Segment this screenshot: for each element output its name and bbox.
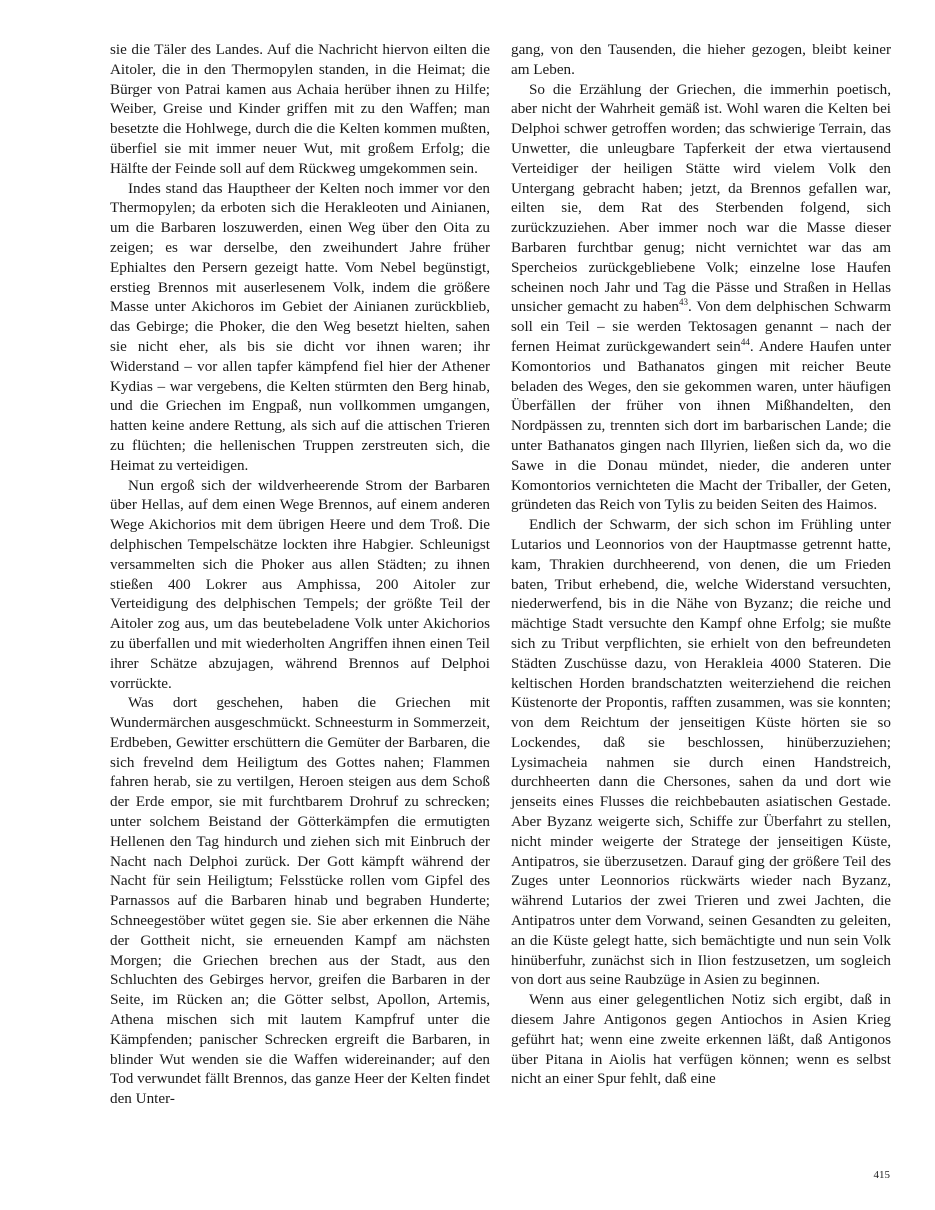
paragraph-6-part-a: So die Erzählung der Griechen, die immerhin poetisch, aber nicht der Wahrheit gemäß ist. Wohl waren die Kelten bei Delphoi schwer getroffen worden; das schwierige Terrain, das Unwetter, die unleugbare Tapferkeit der etwa viertausend Verteidiger der heiligen Stätte wird vielem Volk den Untergang gebracht haben; jetzt, da Brennos gefallen war, eilten sie, dem Rat des Sterbenden folgend, sich zurückzuziehen. Aber immer noch war die Masse dieser Barbaren furchtbar genug; nicht vernichtet war das am Spercheios zurückgebliebene Volk; einzelne lose Haufen scheinen noch Jahr und Tag die Pässe und Straßen in Hellas unsicher gemacht zu haben (511, 80, 891, 316)
footnote-ref-44[interactable]: 44 (740, 336, 750, 347)
paragraph-3: Nun ergoß sich der wildverheerende Strom der Barbaren über Hellas, auf dem einen Wege Brennos, auf einem anderen Wege Akichorios mit dem übrigen Heere und dem Troß. Die delphischen Tempelschätze lockten ihre Habgier. Schleunigst versammelten sich die Phoker aus allen Städten; zu ihnen stießen 400 Lokrer aus Amphissa, 200 Aitoler zur Verteidigung des delphischen Tempels; der größte Teil der Aitoler zog aus, um das beutebeladene Volk unter Akichorios zu überfallen und mit wiederholten Angriffen ihnen einen Teil ihrer Schätze abzujagen, während Brennos auf Delphoi vorrückte. (110, 476, 490, 692)
page-number: 415 (873, 1169, 890, 1181)
paragraph-6 (511, 80, 891, 516)
paragraph-7: Endlich der Schwarm, der sich schon im Frühling unter Lutarios und Leonnorios von der Hauptmasse getrennt hatte, kam, Thrakien durchheerend, von denen, die um Frieden baten, Tribut erhebend, die, welche Widerstand versuchten, niederwerfend, bis in die Nähe von Byzanz; die reiche und mächtige Stadt versuchte den Kampf ohne Erfolg; sie mußte sich zu Tribut verpflichten, sie erhielt von den befreundeten Städten Zuschüsse dazu, von Herakleia 4000 Stateren. Die keltischen Horden brandschatzten weiterziehend die reichen Küstenorte der Propontis, rafften zusammen, was sie konnten; von dem Reichtum der jenseitigen Küste hörten sie so Lockendes, daß sie beschlossen, hinüberzuziehen; Lysimacheia nahmen sie durch einen Handstreich, durchheerten dann die Chersones, sahen da und dort wie jenseits eines Flusses die reichbebauten asiatischen Gestade. Aber Byzanz weigerte sich, Schiffe zur Überfahrt zu stellen, nicht minder weigerte der Stratege der jenseitigen Küste, Antipatros, sie überzusetzen. Darauf ging der größere Teil des Zuges unter Leonnorios rückwärts wieder nach Byzanz, während Lutarios der zwei Trieren und zwei Jachten, die Antipatros unter dem Vorwand, seinen Gesandten zu geleiten, an die Küste gelegt hatte, sich bemächtigte und nun sein Volk hinüberfuhr, zunächst sich in Ilion festzusetzen, um sogleich von dort aus seine Raubzüge in Asien zu beginnen. (511, 516, 891, 989)
paragraph-2: Indes stand das Hauptheer der Kelten noch immer vor den Thermopylen; da erboten sich die Herakleoten und Ainianen, um die Barbaren loszuwerden, einen Weg über den Oita zu zeigen; es war derselbe, den zweihundert Jahre früher Ephialtes den Persern gezeigt hatte. Vom Nebel begünstigt, erstieg Brennos mit auserlesenem Volk, indem die größere Masse unter Akichoros im Gebiet der Ainianen zurückblieb, das Gebirge; die Phoker, die den Weg besetzt hielten, sahen sie nicht eher, als bis sie dicht vor ihnen waren; ihr Widerstand – vor allen tapfer kämpfend fiel hier der Athener Kydias – war vergebens, die Kelten stürmten den Berg hinab, und die Griechen im Engpaß, nun vollkommen umgangen, hatten keine andere Rettung, als sich auf die attischen Trieren zu flüchten; die hellenischen Truppen zerstreuten sich, die Heimat zu verteidigen. (110, 179, 490, 474)
paragraph-8: Wenn aus einer gelegentlichen Notiz sich ergibt, daß in diesem Jahre Antigonos gegen Antiochos in Asien Krieg geführt hat; wenn eine zweite erkennen läßt, daß Antigonos über Pitana in Aiolis hat verfügen können; wenn es selbst nicht an einer Spur fehlt, daß eine (511, 991, 891, 1088)
paragraph-5: gang, von den Tausenden, die hieher gezogen, bleibt keiner am Leben. (511, 41, 891, 78)
left-column (110, 40, 490, 1109)
paragraph-6-part-b: . Von dem delphischen Schwarm soll ein Teil – sie werden Tektosagen genannt – nach der fernen Heimat zurückgewandert sein (511, 298, 892, 355)
right-column (511, 40, 891, 1089)
paragraph-4: Was dort geschehen, haben die Griechen mit Wundermärchen ausgeschmückt. Schneesturm in Sommerzeit, Erdbeben, Gewitter erschüttern die Gemüter der Barbaren, die sich frevelnd dem Heiligtum des Gottes nahen; Flammen fahren herab, sie zu vertilgen, Heroen steigen aus dem Schoß der Erde empor, sie mit furchtbarem Drohruf zu schrecken; unter solchem Beistand der Götterkämpfen die ermutigten Hellenen den Tag hindurch und ziehen sich mit Einbruch der Nacht nach Delphoi zurück. Der Gott kämpft während der Nacht für sein Heiligtum; Felsstücke rollen vom Gipfel des Parnassos auf die Barbaren hinab und begraben Hunderte; Schneegestöber wütet gegen sie. Sie aber erkennen die Nähe der Gottheit nicht, sie erneuenden Kampf am nächsten Morgen; die Griechen brechen aus der Stadt, aus den Schluchten des Gebirges hervor, greifen die Barbaren in der Seite, im Rücken an; die Götter selbst, Apollon, Artemis, Athena mischen sich mit lautem Kampfruf unter die Kämpfenden; panischer Schrecken ergreift die Barbaren, in blinder Wut wenden sie die Waffen widereinander; auf den Tod verwundet fällt Brennos, das ganze Heer der Kelten findet den Unter- (110, 694, 490, 1108)
footnote-ref-43[interactable]: 43 (678, 297, 688, 308)
paragraph-1: sie die Täler des Landes. Auf die Nachricht hiervon eilten die Aitoler, die in den Thermopylen standen, in die Heimat; die Bürger von Patrai kamen aus Achaia herüber ihnen zu Hilfe; Weiber, Greise und Kinder griffen mit zu den Waffen; man besetzte die Hohlwege, durch die die Kelten kommen mußten, überfiel sie mit immer neuer Wut, mit großem Erfolg; die Hälfte der Feinde soll auf dem Rückweg umgekommen sein. (110, 41, 490, 177)
paragraph-6-part-c: . Andere Haufen unter Komontorios und Bathanatos gingen mit reicher Beute beladen des Weges, den sie gekommen waren, unter häufigen Überfällen der früher von ihnen Mißhandelten, den Nordpässen zu, trennten sich dort im barbarischen Lande; die unter Bathanatos gingen nach Illyrien, ließen sich da, wo die Sawe in die Donau mündet, nieder, die anderen unter Komontorios vernichteten die Macht der Triballer, der Geten, gründeten das Reich von Tylis zu beiden Seiten des Haimos. (511, 337, 891, 514)
